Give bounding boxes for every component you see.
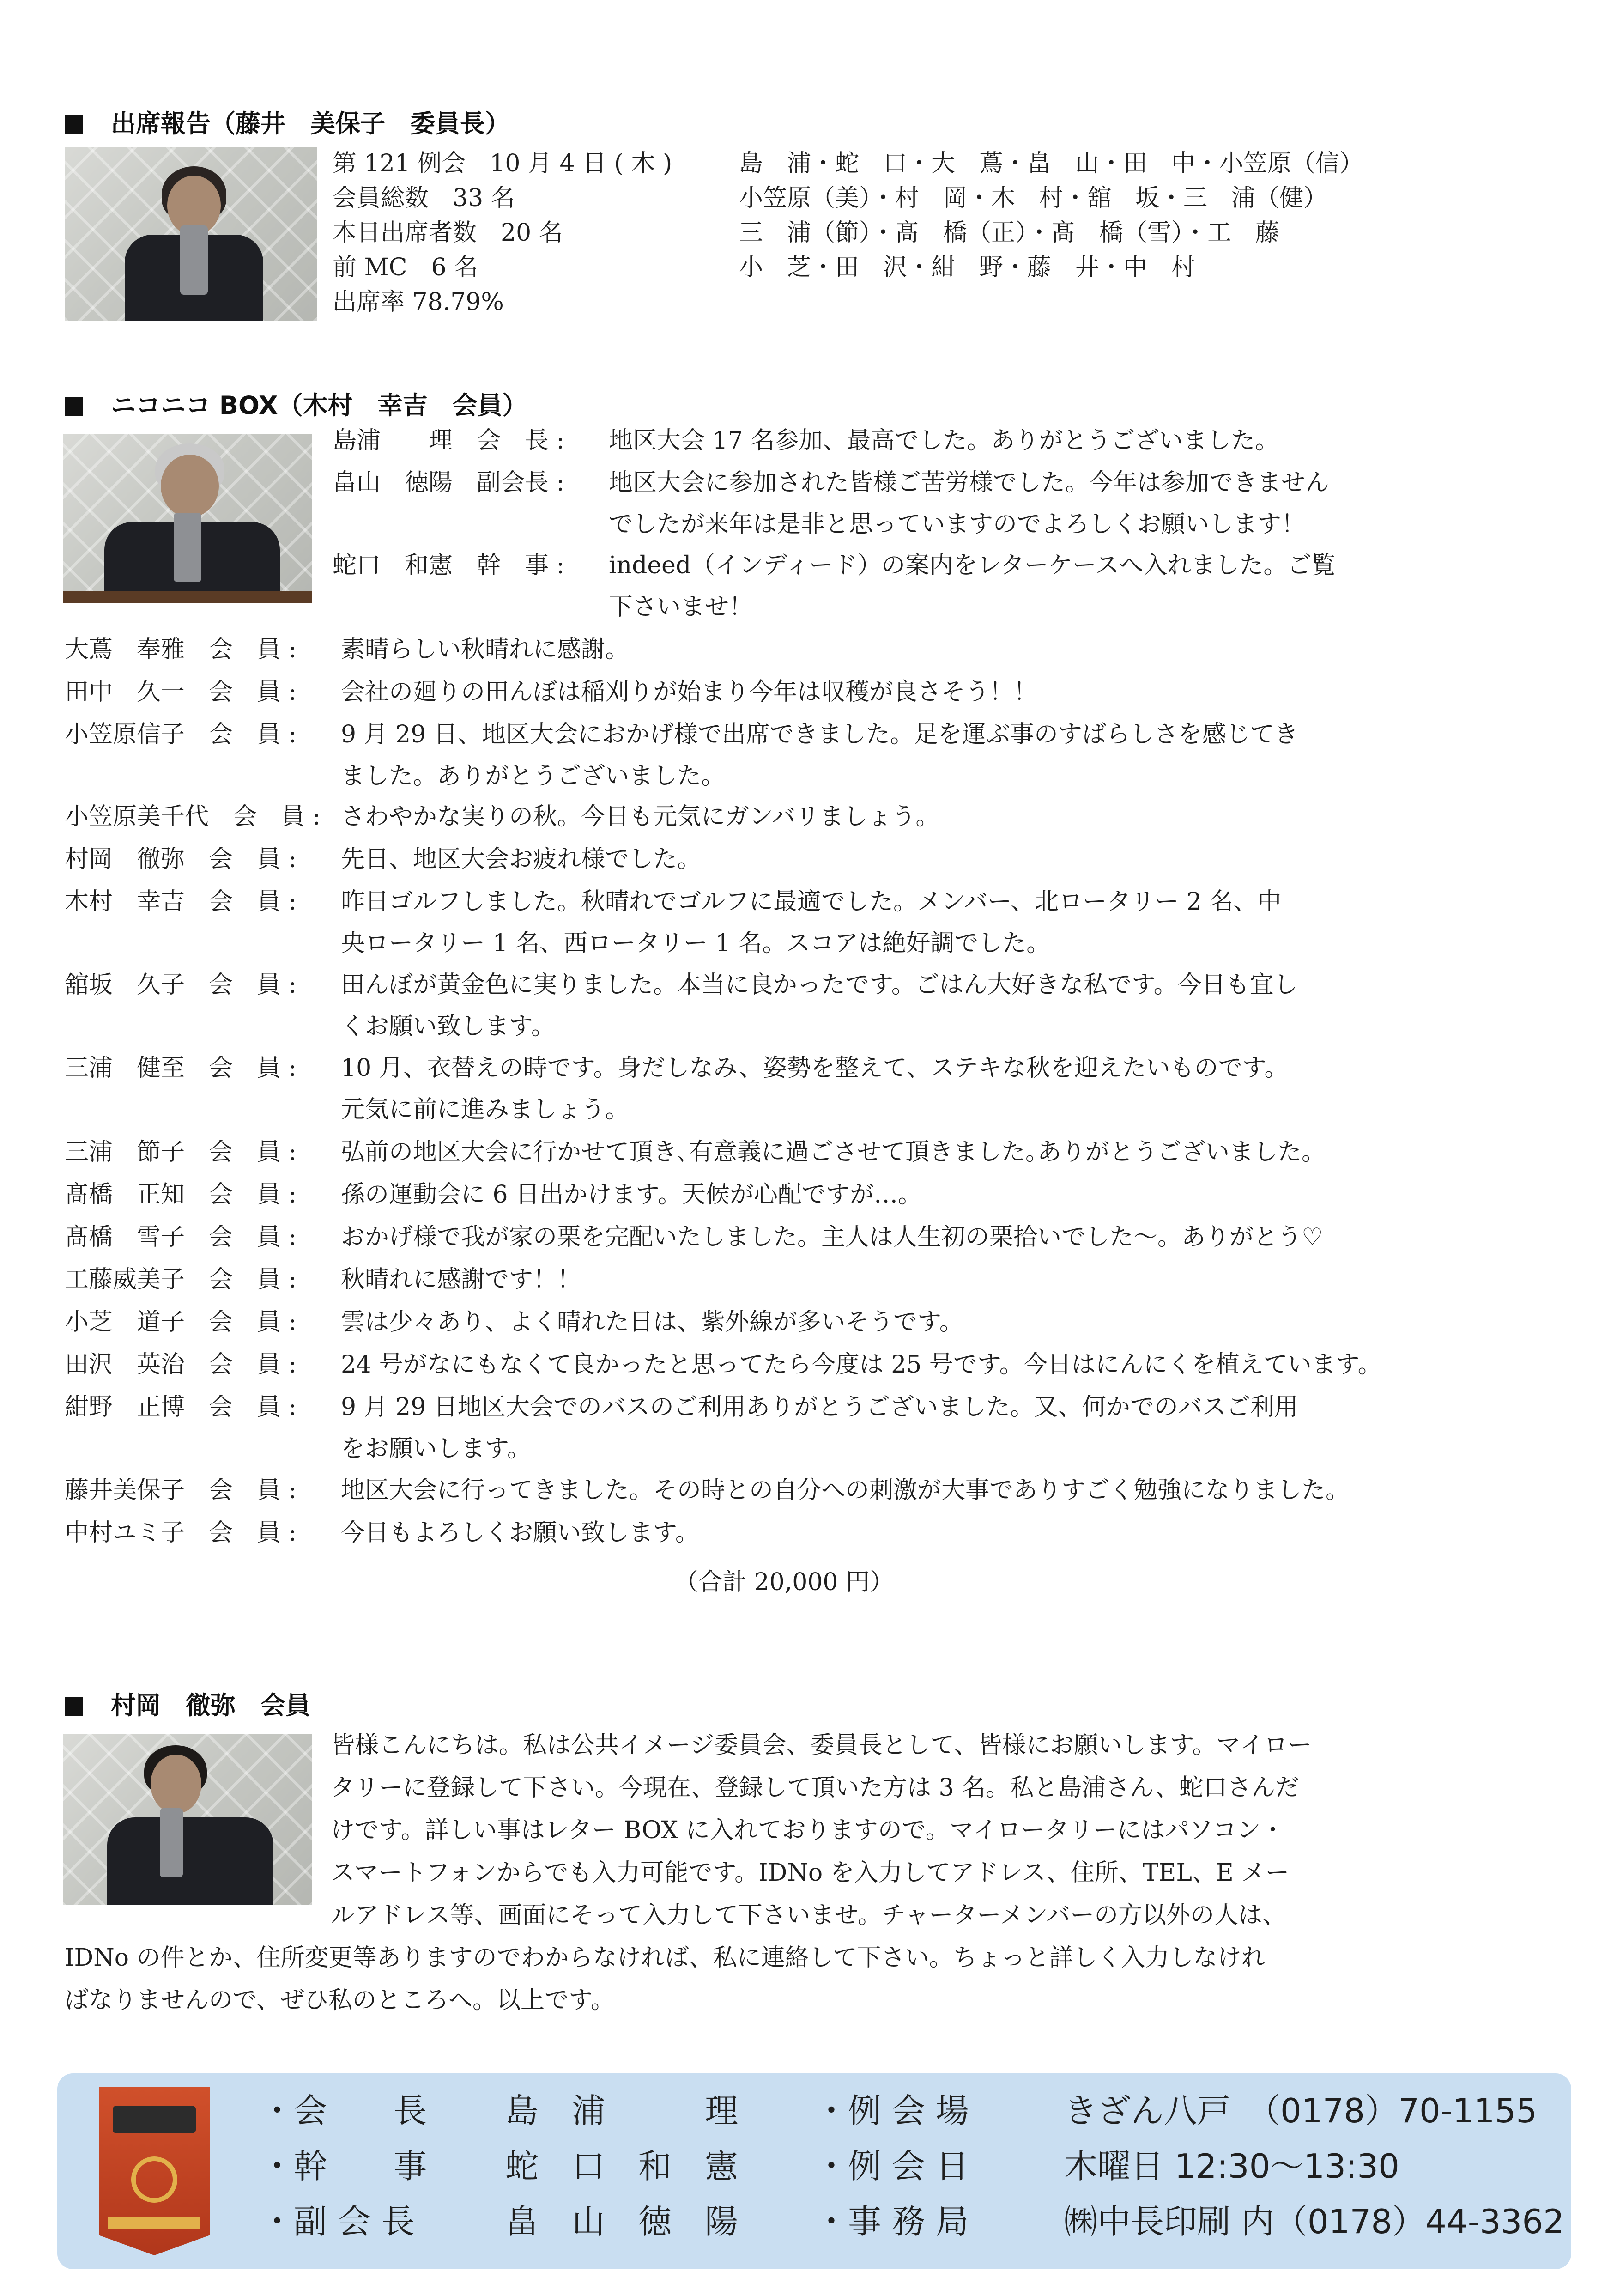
member-name: 田沢 英治 会 員 : — [65, 1351, 297, 1379]
member-message: 昨日ゴルフしました。秋晴れでゴルフに最適でした。メンバー、北ロータリー 2 名、中 央ロータリー 1 名、西ロータリー 1 名。スコアは絶好調でした。 — [341, 888, 1282, 957]
member-message: 弘前の地区大会に行かせて頂き､有意義に過ごさせて頂きました｡ありがとうございました。 — [341, 1138, 1326, 1166]
footer-value: 蛇 口 和 憲 — [505, 2147, 739, 2186]
speech-line: ばなりませんので、ぜひ私のところへ。以上です。 — [65, 1986, 615, 2014]
member-name: 工藤威美子 会 員 : — [65, 1266, 297, 1294]
member-name: 三浦 健至 会 員 : — [65, 1054, 297, 1082]
attendance-stat: 本日出席者数 20 名 — [333, 219, 563, 247]
member-name: 中村ユミ子 会 員 : — [65, 1519, 297, 1547]
footer-value: 島 浦 理 — [505, 2091, 739, 2130]
footer-value: 畠 山 徳 陽 — [505, 2202, 739, 2241]
square-bullet-icon — [65, 1697, 83, 1716]
nikoniko-photo — [63, 434, 312, 603]
member-name: 藤井美保子 会 員 : — [65, 1476, 297, 1504]
footer-value: 木曜日 12:30〜13:30 — [1064, 2147, 1399, 2186]
attendance-heading: 出席報告（藤井 美保子 委員長） — [65, 109, 510, 139]
footer-label: ・幹 事 — [260, 2147, 427, 2186]
member-message: indeed（インディード）の案内をレターケースへ入れました。ご覧 下さいませ！ — [609, 552, 1336, 621]
footer-value: きざん八戸 （0178）70-1155 — [1064, 2091, 1538, 2130]
member-message: 24 号がなにもなくて良かったと思ってたら今度は 25 号です。今日はにんにくを植えています。 — [341, 1351, 1382, 1379]
attendee-line: 島 浦・蛇 口・大 蔦・畠 山・田 中・小笠原（信） — [739, 150, 1364, 177]
attendee-line: 小笠原（美）・村 岡・木 村・舘 坂・三 浦（健） — [739, 184, 1328, 212]
member-name: 髙橋 雪子 会 員 : — [65, 1223, 297, 1251]
member-message: 孫の運動会に 6 日出かけます。天候が心配ですが…。 — [341, 1181, 922, 1209]
square-bullet-icon — [65, 115, 83, 134]
attendance-stat: 会員総数 33 名 — [333, 184, 515, 212]
footer-label: ・副 会 長 — [260, 2202, 415, 2241]
member-message: 素晴らしい秋晴れに感謝。 — [341, 636, 630, 663]
member-message: 雲は少々あり、よく晴れた日は、紫外線が多いそうです。 — [341, 1308, 963, 1336]
footer-value: ㈱中長印刷 内（0178）44-3362 — [1064, 2202, 1564, 2241]
member-name: 蛇口 和憲 幹 事 : — [333, 552, 565, 579]
square-bullet-icon — [65, 397, 83, 416]
member-name: 田中 久一 会 員 : — [65, 678, 297, 706]
member-message: さわやかな実りの秋。今日も元気にガンバリましょう。 — [341, 803, 940, 831]
member-message: 9 月 29 日地区大会でのバスのご利用ありがとうございました。又、何かでのバスご利用 をお願いします。 — [341, 1393, 1298, 1463]
speech-heading: 村岡 徹弥 会員 — [65, 1691, 310, 1720]
speech-line: タリーに登録して下さい。今現在、登録して頂いた方は 3 名。私と島浦さん、蛇口さんだ — [331, 1774, 1300, 1802]
nikoniko-total: （合計 20,000 円） — [674, 1568, 894, 1596]
member-name: 紺野 正博 会 員 : — [65, 1393, 297, 1421]
member-message: 地区大会 17 名参加、最高でした。ありがとうございました。 — [609, 427, 1279, 455]
footer-label: ・会 長 — [260, 2091, 427, 2130]
member-message: 先日、地区大会お疲れ様でした。 — [341, 845, 702, 873]
member-name: 大蔦 奉雅 会 員 : — [65, 636, 297, 663]
attendance-photo — [65, 147, 317, 321]
member-message: おかげ様で我が家の栗を完配いたしました。主人は人生初の栗拾いでした〜。ありがとう♡ — [341, 1223, 1323, 1251]
member-name: 島浦 理 会 長 : — [333, 427, 565, 455]
member-message: 今日もよろしくお願い致します。 — [341, 1519, 699, 1547]
nikoniko-heading: ニコニコ BOX（木村 幸吉 会員） — [65, 391, 527, 420]
member-name: 三浦 節子 会 員 : — [65, 1138, 297, 1166]
member-name: 畠山 徳陽 副会長 : — [333, 469, 565, 497]
club-banner-logo — [99, 2087, 210, 2255]
member-message: 10 月、衣替えの時です。身だしなみ、姿勢を整えて、ステキな秋を迎えたいものです。 元気に前に進みましょう。 — [341, 1054, 1289, 1124]
member-name: 小笠原美千代 会 員 : — [65, 803, 321, 831]
speech-line: ルアドレス等、画面にそって入力して下さいませ。チャーターメンバーの方以外の人は、 — [331, 1901, 1287, 1929]
member-name: 小笠原信子 会 員 : — [65, 721, 297, 748]
member-message: 秋晴れに感謝です！！ — [341, 1266, 581, 1294]
attendee-line: 三 浦（節）・髙 橋（正）・髙 橋（雪）・工 藤 — [739, 219, 1280, 247]
attendee-line: 小 芝・田 沢・紺 野・藤 井・中 村 — [739, 254, 1196, 281]
member-name: 村岡 徹弥 会 員 : — [65, 845, 297, 873]
member-message: 会社の廻りの田んぼは稲刈りが始まり今年は収穫が良さそう！！ — [341, 678, 1038, 706]
speech-photo — [63, 1734, 312, 1905]
footer-label: ・例 会 日 — [815, 2147, 969, 2186]
member-name: 舘坂 久子 会 員 : — [65, 971, 297, 999]
member-name: 木村 幸吉 会 員 : — [65, 888, 297, 916]
speech-line: 皆様こんにちは。私は公共イメージ委員会、委員長として、皆様にお願いします。マイロー — [331, 1731, 1312, 1759]
member-message: 田んぼが黄金色に実りました。本当に良かったです。ごはん大好きな私です。今日も宜し くお願い致します。 — [341, 971, 1298, 1040]
attendance-stat: 出席率 78.79% — [333, 288, 504, 316]
member-message: 9 月 29 日、地区大会におかげ様で出席できました。足を運ぶ事のすばらしさを感じてき ました。ありがとうございました。 — [341, 721, 1298, 790]
member-message: 地区大会に行ってきました。その時との自分への刺激が大事でありすごく勉強になりました。 — [341, 1476, 1350, 1504]
speech-line: けです。詳しい事はレター BOX に入れておりますので。マイロータリーにはパソコン・ — [331, 1816, 1285, 1844]
attendance-stat: 第 121 例会 10 月 4 日 ( 木 ) — [333, 150, 672, 177]
member-message: 地区大会に参加された皆様ご苦労様でした。今年は参加できません でしたが来年は是非と思っていますのでよろしくお願いします！ — [609, 469, 1330, 538]
speech-line: スマートフォンからでも入力可能です。IDNo を入力してアドレス、住所、TEL、E メー — [331, 1859, 1290, 1887]
footer-label: ・例 会 場 — [815, 2091, 969, 2130]
footer-label: ・事 務 局 — [815, 2202, 969, 2241]
speech-line: IDNo の件とか、住所変更等ありますのでわからなければ、私に連絡して下さい。ちょっと詳しく入力しなけれ — [65, 1944, 1266, 1972]
attendance-stat: 前 MC 6 名 — [333, 254, 478, 281]
member-name: 髙橋 正知 会 員 : — [65, 1181, 297, 1209]
club-info-footer — [57, 2073, 1571, 2269]
member-name: 小芝 道子 会 員 : — [65, 1308, 297, 1336]
